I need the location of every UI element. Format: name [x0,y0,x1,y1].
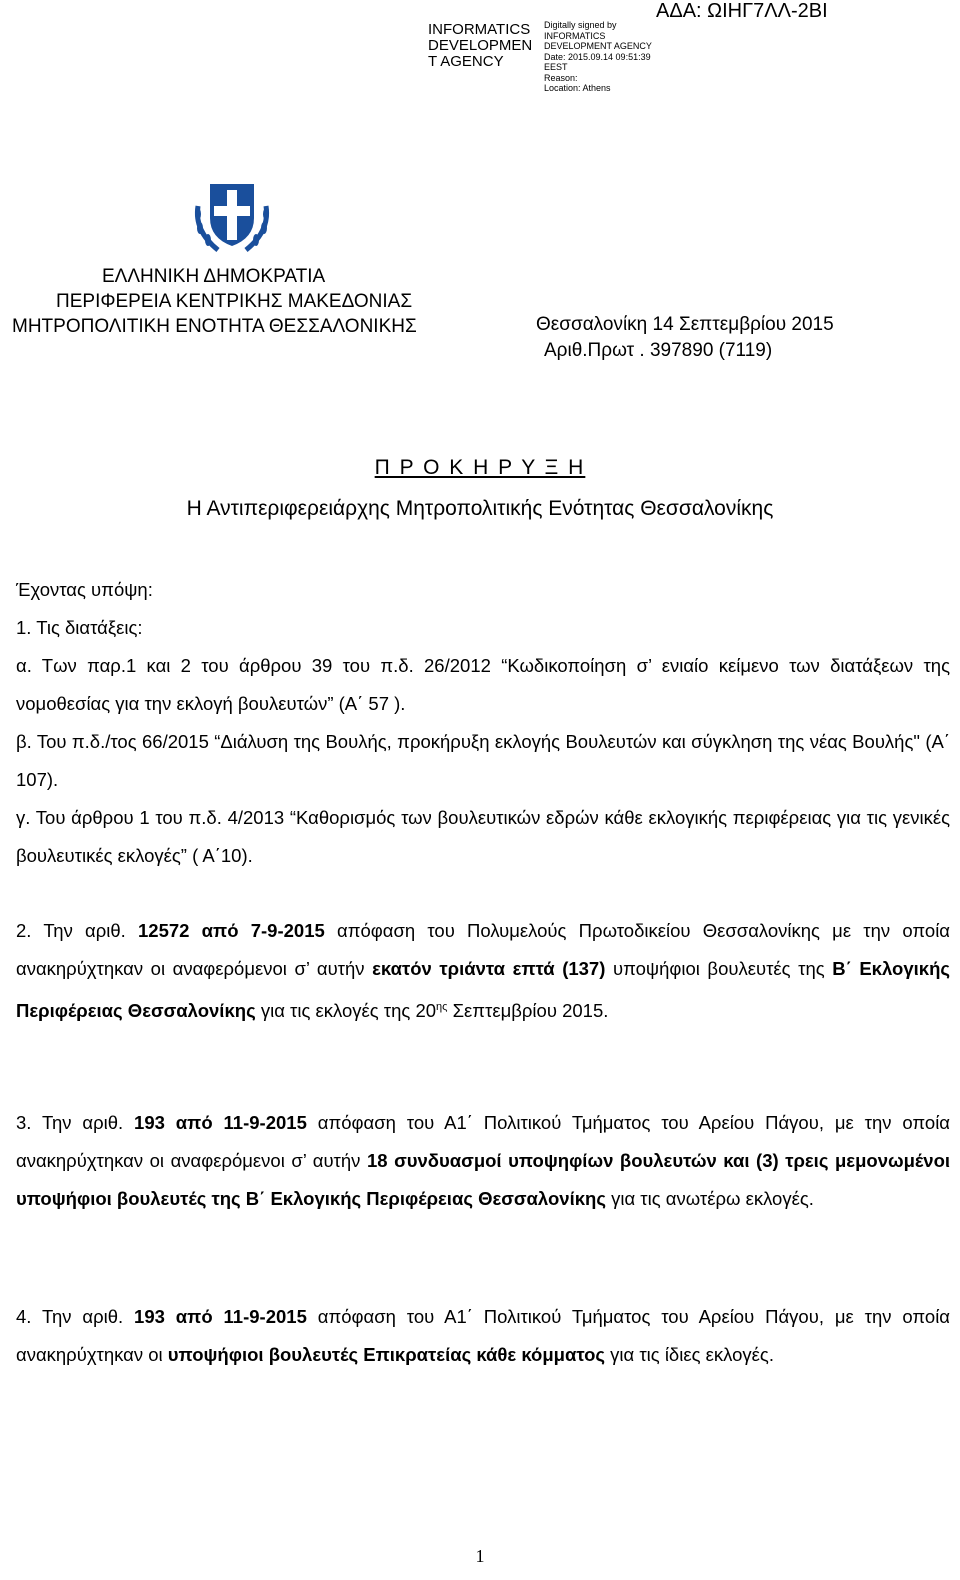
header-region: ΠΕΡΙΦΕΡΕΙΑ ΚΕΝΤΡΙΚΗΣ ΜΑΚΕΔΟΝΙΑΣ [56,291,413,312]
greek-state-emblem-icon [188,176,276,256]
signature-details [544,20,652,94]
paragraph-text: απόφαση του Πολυμελούς Πρωτοδικείου Θεσσαλονίκης με την οποία ανακηρύχτηκαν οι αναφερόμενοι σ’ αυτήν [16,920,950,979]
decision-reference: 193 από 11-9-2015 [134,1112,307,1133]
paragraph-text: για τις εκλογές της 20 [260,1000,437,1022]
item-1: 1. Τις διατάξεις: [16,617,143,638]
item-1b: β. Του π.δ./τος 66/2015 “Διάλυση της Βουλής, προκήρυξη εκλογής Βουλευτών και σύγκληση της νέας Βουλής" (Α΄ 107). [16,731,950,790]
signature-line: Digitally signed by [544,20,617,30]
page-number: 1 [475,1546,485,1566]
constituency-name: Β΄ Εκλογικής Περιφέρειας Θεσσαλονίκης [16,958,951,1022]
paragraph-2 [16,912,950,1030]
signer-name: INFORMATICS DEVELOPMEN T AGENCY [428,21,533,70]
header-country: ΕΛΛΗΝΙΚΗ ΔΗΜΟΚΡΑΤΙΑ [102,266,326,287]
paragraph-text: για τις ανωτέρω εκλογές. [611,1188,814,1209]
paragraph-text: για τις ίδιες εκλογές. [610,1344,774,1365]
item-1c: γ. Του άρθρου 1 του π.δ. 4/2013 “Καθορισμός των βουλευτικών εδρών κάθε εκλογικής περιφέρειας για τις γενικές βουλευτικές εκλογές” ( Α΄10). [16,807,950,866]
paragraph-number: 3. [16,1112,32,1133]
ada-code: ΑΔΑ: ΩΙΗΓ7ΛΛ-2ΒΙ [656,0,828,22]
paragraph-text: Σεπτεμβρίου 2015. [452,1000,609,1022]
decision-reference: 12572 από 7-9-2015 [138,920,325,941]
state-candidates: υποψήφιοι βουλευτές Επικρατείας κάθε κόμματος [167,1344,606,1365]
signature-line: INFORMATICS [544,30,606,41]
paragraph-text: Την αριθ. [42,1112,124,1133]
item-1a: α. Των παρ.1 και 2 του άρθρου 39 του π.δ. 26/2012 “Κωδικοποίηση σ’ ενιαίο κείμενο των διατάξεων της νομοθεσίας για την εκλογή βουλευτών” (Α΄ 57 ). [16,655,950,714]
paragraph-number: 4. [16,1306,32,1327]
paragraph-4 [16,1298,950,1374]
paragraph-3 [16,1104,950,1218]
paragraph-text: Την αριθ. [43,920,126,941]
document-date: Θεσσαλονίκη 14 Σεπτεμβρίου 2015 [536,314,834,335]
page-title: Π Ρ Ο Κ Η Ρ Υ Ξ Η [374,456,586,479]
signature-line: Date: 2015.09.14 09:51:39 [544,51,651,62]
intro-text: Έχοντας υπόψη: [16,579,153,600]
paragraph-text: απόφαση του Α1΄ Πολιτικού Τμήματος του Αρείου Πάγου, με την οποία ανακηρύχτηκαν οι [16,1306,951,1365]
header-unit: ΜΗΤΡΟΠΟΛΙΤΙΚΗ ΕΝΟΤΗΤΑ ΘΕΣΣΑΛΟΝΙΚΗΣ [12,316,417,337]
candidate-count: εκατόν τριάντα επτά (137) [372,958,606,979]
paragraph-number: 2. [16,920,32,941]
signature-line: Reason: [544,72,578,83]
ordinal-suffix: ης [436,1001,448,1013]
paragraph-text: υποψήφιοι βουλευτές της [612,958,825,979]
paragraph-text: Την αριθ. [42,1306,124,1327]
signature-line: DEVELOPMENT AGENCY [544,41,652,51]
signature-line: EEST [544,62,568,72]
signature-line: Location: Athens [544,83,611,93]
combinations-count: 18 συνδυασμοί υποψηφίων βουλευτών και (3) τρεις μεμονωμένοι υποψήφιοι βουλευτές της Β΄ Εκλογικής Περιφέρειας Θεσσαλονίκης [16,1150,951,1209]
decision-reference: 193 από 11-9-2015 [134,1306,307,1327]
page-subtitle: Η Αντιπεριφερειάρχης Μητροπολιτικής Ενότητας Θεσσαλονίκης [186,497,774,520]
protocol-number: Αριθ.Πρωτ . 397890 (7119) [544,340,773,361]
paragraph-text: απόφαση του Α1΄ Πολιτικού Τμήματος του Αρείου Πάγου, με την οποία ανακηρύχτηκαν οι αναφερόμενοι σ’ αυτήν [16,1112,951,1171]
